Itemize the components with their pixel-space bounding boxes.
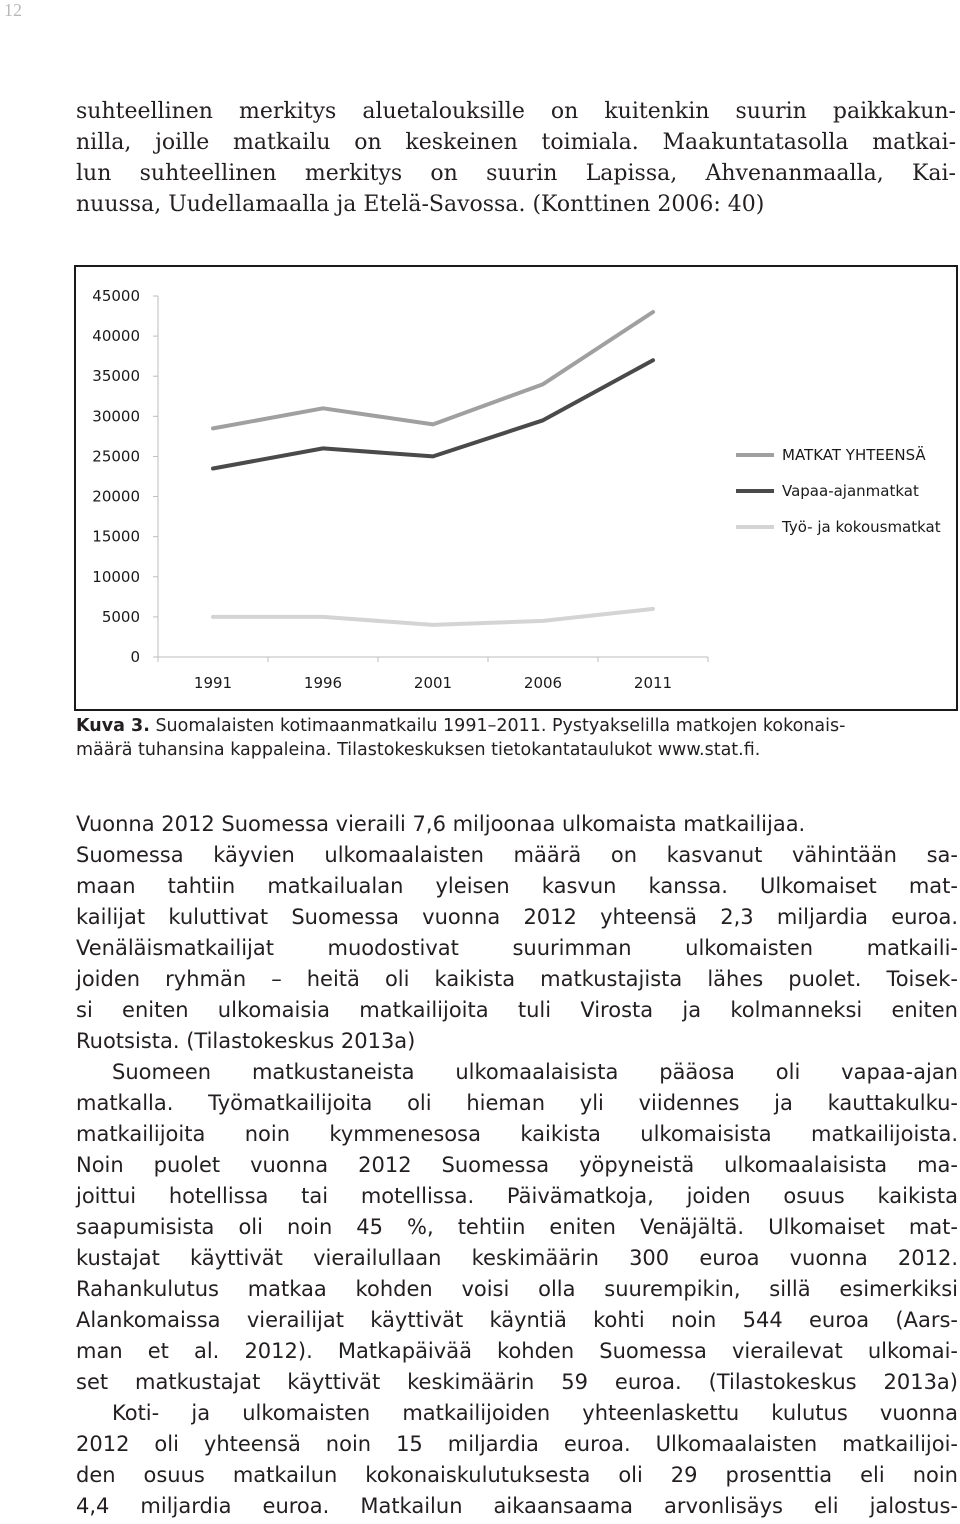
- body-paragraphs: [76, 809, 958, 1522]
- y-tick-label: 10000: [92, 567, 140, 586]
- caption-text-2: määrä tuhansina kappaleina. Tilastokeskuksen tietokantataulukot www.stat.fi.: [76, 740, 761, 760]
- y-tick-label: 40000: [92, 327, 140, 346]
- body-line: joittui hotellissa tai motellissa. Päivämatkoja, joiden osuus kaikista: [76, 1184, 958, 1208]
- y-tick-label: 45000: [92, 287, 140, 305]
- intro-line: suhteellinen merkitys aluetalouksille on kuitenkin suurin paikkakun-: [76, 99, 956, 124]
- x-tick-label: 2001: [413, 674, 453, 692]
- x-tick-label: 2006: [523, 674, 563, 692]
- caption-text-1: Suomalaisten kotimaanmatkailu 1991–2011. Pystyakselilla matkojen kokonais-: [155, 716, 846, 736]
- body-line: Vuonna 2012 Suomessa vieraili 7,6 miljoonaa ulkomaista matkailijaa.: [76, 812, 806, 836]
- legend-label: MATKAT YHTEENSÄ: [782, 446, 926, 464]
- series-line: [213, 609, 653, 625]
- body-line: man et al. 2012). Matkapäivää kohden Suomessa vierailevat ulkomai-: [76, 1339, 958, 1363]
- legend-label: Työ- ja kokousmatkat: [782, 518, 941, 536]
- body-line: Koti- ja ulkomaisten matkailijoiden yhteenlaskettu kulutus vuonna: [112, 1401, 958, 1425]
- body-line: saapumisista oli noin 45 %, tehtiin eniten Venäjältä. Ulkomaiset mat-: [76, 1215, 958, 1239]
- body-line: Ruotsista. (Tilastokeskus 2013a): [76, 1029, 416, 1053]
- x-tick-label: 1996: [303, 674, 343, 692]
- y-tick-label: 20000: [92, 487, 140, 506]
- intro-line: nuussa, Uudellamaalla ja Etelä-Savossa. (Konttinen 2006: 40): [76, 192, 765, 217]
- y-tick-label: 15000: [92, 527, 140, 546]
- intro-paragraph: [76, 96, 956, 220]
- body-line: joiden ryhmän – heitä oli kaikista matkustajista lähes puolet. Toisek-: [76, 967, 958, 991]
- x-tick-label: 2011: [633, 674, 673, 692]
- body-line: 2012 oli yhteensä noin 15 miljardia euroa. Ulkomaalaisten matkailijoi-: [76, 1432, 958, 1456]
- y-tick-label: 0: [130, 648, 140, 666]
- x-tick-label: 1991: [193, 674, 233, 692]
- body-line: den osuus matkailun kokonaiskulutuksesta oli 29 prosenttia eli noin: [76, 1463, 958, 1487]
- body-line: Suomessa käyvien ulkomaalaisten määrä on kasvanut vähintään sa-: [76, 843, 958, 867]
- body-line: kailijat kuluttivat Suomessa vuonna 2012 yhteensä 2,3 miljardia euroa.: [76, 905, 958, 929]
- y-tick-label: 35000: [92, 367, 140, 386]
- body-line: maan tahtiin matkailualan yleisen kasvun kanssa. Ulkomaiset mat-: [76, 874, 958, 898]
- body-line: set matkustajat käyttivät keskimäärin 59 euroa. (Tilastokeskus 2013a): [76, 1370, 958, 1394]
- body-line: kustajat käyttivät vierailullaan keskimäärin 300 euroa vuonna 2012.: [76, 1246, 958, 1270]
- body-line: Rahankulutus matkaa kohden voisi olla suurempikin, sillä esimerkiksi: [76, 1277, 958, 1301]
- intro-line: nilla, joille matkailu on keskeinen toimiala. Maakuntatasolla matkai-: [76, 130, 956, 155]
- body-line: Suomeen matkustaneista ulkomaalaisista pääosa oli vapaa-ajan: [112, 1060, 958, 1084]
- body-line: matkailijoita noin kymmenesosa kaikista ulkomaisista matkailijoista.: [76, 1122, 958, 1146]
- y-tick-label: 30000: [92, 407, 140, 426]
- body-line: Venäläismatkailijat muodostivat suurimman ulkomaisten matkaili-: [76, 936, 958, 960]
- figure-caption: [76, 714, 960, 762]
- y-tick-label: 25000: [92, 447, 140, 466]
- legend-label: Vapaa-ajanmatkat: [782, 482, 919, 500]
- body-line: matkalla. Työmatkailijoita oli hieman yli viidennes ja kauttakulku-: [76, 1091, 958, 1115]
- body-line: si eniten ulkomaisia matkailijoita tuli Virosta ja kolmanneksi eniten: [76, 998, 958, 1022]
- intro-line: lun suhteellinen merkitys on suurin Lapissa, Ahvenanmaalla, Kai-: [76, 161, 956, 186]
- page-number: 12: [4, 0, 22, 20]
- series-line: [213, 312, 653, 428]
- line-chart: [74, 265, 958, 711]
- body-line: 4,4 miljardia euroa. Matkailun aikaansaama arvonlisäys eli jalostus-: [76, 1494, 958, 1518]
- y-tick-label: 5000: [101, 607, 140, 626]
- chart-canvas: [76, 267, 956, 709]
- caption-label: Kuva 3.: [76, 716, 150, 736]
- body-line: Alankomaissa vierailijat käyttivät käyntiä kohti noin 544 euroa (Aars-: [76, 1308, 958, 1332]
- body-line: Noin puolet vuonna 2012 Suomessa yöpyneistä ulkomaalaisista ma-: [76, 1153, 958, 1177]
